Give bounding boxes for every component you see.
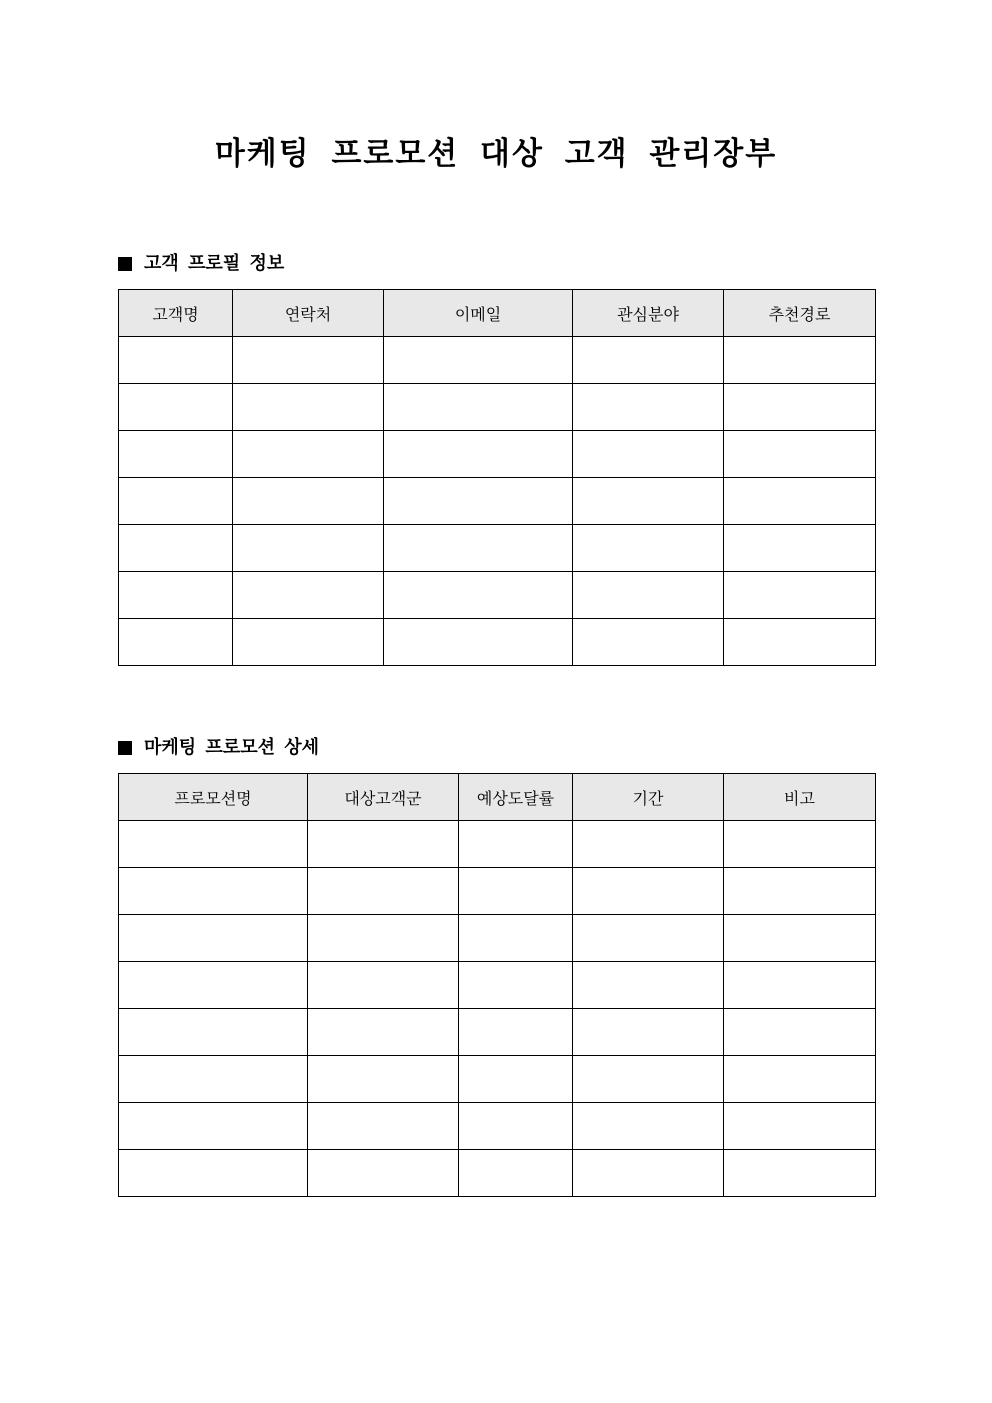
column-header: 예상도달률: [459, 774, 573, 821]
table-row: [119, 337, 876, 384]
table-cell[interactable]: [724, 572, 876, 619]
table-row: [119, 572, 876, 619]
table-cell[interactable]: [308, 962, 459, 1009]
table-row: [119, 478, 876, 525]
table-cell[interactable]: [724, 619, 876, 666]
table-cell[interactable]: [119, 619, 233, 666]
table-header-row: [119, 290, 876, 337]
table-cell[interactable]: [119, 1056, 308, 1103]
table-cell[interactable]: [308, 868, 459, 915]
table-cell[interactable]: [573, 525, 724, 572]
table-cell[interactable]: [384, 431, 573, 478]
table-cell[interactable]: [119, 572, 233, 619]
table-cell[interactable]: [724, 868, 876, 915]
table-cell[interactable]: [233, 572, 384, 619]
table-cell[interactable]: [308, 1056, 459, 1103]
table-cell[interactable]: [573, 384, 724, 431]
table-row: [119, 1056, 876, 1103]
table-row: [119, 431, 876, 478]
square-bullet-icon: [118, 741, 132, 755]
table-cell[interactable]: [308, 821, 459, 868]
table-cell[interactable]: [119, 337, 233, 384]
column-header: 기간: [573, 774, 724, 821]
table-cell[interactable]: [384, 572, 573, 619]
table-cell[interactable]: [384, 337, 573, 384]
table-cell[interactable]: [233, 619, 384, 666]
table-row: [119, 915, 876, 962]
table-row: [119, 619, 876, 666]
table-cell[interactable]: [573, 431, 724, 478]
table-cell[interactable]: [724, 1150, 876, 1197]
table-cell[interactable]: [724, 337, 876, 384]
column-header: 프로모션명: [119, 774, 308, 821]
table-cell[interactable]: [308, 915, 459, 962]
table-cell[interactable]: [573, 337, 724, 384]
table-header-row: [119, 774, 876, 821]
table-cell[interactable]: [308, 1103, 459, 1150]
table-cell[interactable]: [308, 1150, 459, 1197]
table-row: [119, 1103, 876, 1150]
table-cell[interactable]: [119, 1150, 308, 1197]
table-cell[interactable]: [459, 1056, 573, 1103]
table-cell[interactable]: [119, 431, 233, 478]
table-cell[interactable]: [724, 821, 876, 868]
table-cell[interactable]: [459, 821, 573, 868]
table-cell[interactable]: [573, 915, 724, 962]
square-bullet-icon: [118, 257, 132, 271]
table-row: [119, 868, 876, 915]
column-header: 연락처: [233, 290, 384, 337]
page-title: 마케팅 프로모션 대상 고객 관리장부: [214, 136, 778, 172]
table-cell[interactable]: [459, 1009, 573, 1056]
table-cell[interactable]: [308, 1009, 459, 1056]
column-header: 추천경로: [724, 290, 876, 337]
column-header: 비고: [724, 774, 876, 821]
table-cell[interactable]: [573, 868, 724, 915]
table-cell[interactable]: [119, 868, 308, 915]
column-header: 관심분야: [573, 290, 724, 337]
table-cell[interactable]: [724, 915, 876, 962]
table-cell[interactable]: [233, 384, 384, 431]
table-cell[interactable]: [119, 915, 308, 962]
table-cell[interactable]: [119, 1009, 308, 1056]
table-cell[interactable]: [384, 384, 573, 431]
table-cell[interactable]: [724, 1056, 876, 1103]
table-cell[interactable]: [724, 525, 876, 572]
table-row: [119, 1150, 876, 1197]
column-header: 고객명: [119, 290, 233, 337]
table-cell[interactable]: [573, 1103, 724, 1150]
table-cell[interactable]: [573, 1150, 724, 1197]
table-cell[interactable]: [233, 431, 384, 478]
table-cell[interactable]: [724, 1103, 876, 1150]
table-cell[interactable]: [384, 525, 573, 572]
table-cell[interactable]: [233, 525, 384, 572]
table-cell[interactable]: [724, 431, 876, 478]
table-cell[interactable]: [459, 962, 573, 1009]
section-heading-label: 고객 프로필 정보: [144, 253, 285, 274]
table-cell[interactable]: [573, 821, 724, 868]
table-cell[interactable]: [119, 962, 308, 1009]
table-cell[interactable]: [573, 962, 724, 1009]
table-row: [119, 384, 876, 431]
table-cell[interactable]: [233, 478, 384, 525]
table-cell[interactable]: [384, 619, 573, 666]
table-row: [119, 962, 876, 1009]
promotion-detail-table: [118, 773, 876, 1197]
table-cell[interactable]: [233, 337, 384, 384]
table-row: [119, 821, 876, 868]
table-cell[interactable]: [459, 1150, 573, 1197]
column-header: 이메일: [384, 290, 573, 337]
table-cell[interactable]: [724, 1009, 876, 1056]
table-cell[interactable]: [119, 478, 233, 525]
table-cell[interactable]: [573, 478, 724, 525]
table-cell[interactable]: [119, 1103, 308, 1150]
table-cell[interactable]: [459, 915, 573, 962]
table-cell[interactable]: [573, 1009, 724, 1056]
table-row: [119, 1009, 876, 1056]
table-cell[interactable]: [724, 962, 876, 1009]
table-cell[interactable]: [119, 821, 308, 868]
table-cell[interactable]: [724, 478, 876, 525]
table-cell[interactable]: [384, 478, 573, 525]
table-cell[interactable]: [459, 868, 573, 915]
column-header: 대상고객군: [308, 774, 459, 821]
table-cell[interactable]: [119, 384, 233, 431]
table-row: [119, 525, 876, 572]
table-cell[interactable]: [119, 525, 233, 572]
table-cell[interactable]: [459, 1103, 573, 1150]
customer-profile-table: [118, 289, 876, 666]
section-heading-label: 마케팅 프로모션 상세: [144, 737, 320, 758]
table-cell[interactable]: [573, 572, 724, 619]
section-heading-profile: [118, 252, 284, 276]
table-cell[interactable]: [724, 384, 876, 431]
section-heading-promotion: [118, 736, 319, 760]
table-cell[interactable]: [573, 619, 724, 666]
table-cell[interactable]: [573, 1056, 724, 1103]
